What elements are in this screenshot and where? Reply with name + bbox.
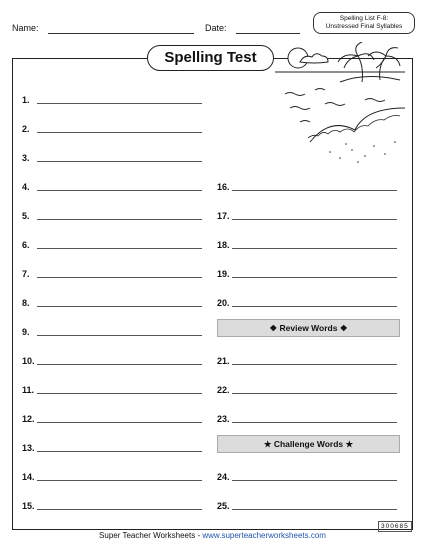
name-field-line[interactable] xyxy=(48,33,194,34)
wave-1 xyxy=(285,93,305,96)
item-number: 13. xyxy=(22,443,35,453)
island xyxy=(340,76,400,82)
answer-line[interactable] xyxy=(232,480,397,481)
answer-line[interactable] xyxy=(232,277,397,278)
answer-line[interactable] xyxy=(232,422,397,423)
wave-5 xyxy=(300,121,310,123)
answer-line[interactable] xyxy=(37,422,202,423)
answer-line[interactable] xyxy=(232,393,397,394)
item-number: 9. xyxy=(22,327,30,337)
sand-dots xyxy=(329,141,396,163)
worksheet-code: 300685 xyxy=(378,521,412,532)
answer-line[interactable] xyxy=(37,103,202,104)
item-number: 10. xyxy=(22,356,35,366)
item-number: 4. xyxy=(22,182,30,192)
answer-line[interactable] xyxy=(37,248,202,249)
answer-line[interactable] xyxy=(232,364,397,365)
item-number: 2. xyxy=(22,124,30,134)
shoreline xyxy=(310,108,405,142)
answer-line[interactable] xyxy=(232,219,397,220)
shore-foam xyxy=(308,116,400,139)
answer-line[interactable] xyxy=(232,190,397,191)
answer-line[interactable] xyxy=(37,364,202,365)
item-number: 17. xyxy=(217,211,230,221)
footer xyxy=(0,531,425,540)
answer-line[interactable] xyxy=(37,132,202,133)
spelling-list-tag xyxy=(313,12,415,34)
review-words-banner: ❖ Review Words ❖ xyxy=(217,319,400,337)
item-number: 12. xyxy=(22,414,35,424)
answer-line[interactable] xyxy=(37,335,202,336)
answer-line[interactable] xyxy=(37,161,202,162)
answer-line[interactable] xyxy=(37,451,202,452)
answer-line[interactable] xyxy=(37,393,202,394)
footer-url[interactable]: www.superteacherworksheets.com xyxy=(202,531,326,540)
answer-line[interactable] xyxy=(37,306,202,307)
date-field-line[interactable] xyxy=(236,33,300,34)
answer-line[interactable] xyxy=(232,306,397,307)
item-number: 1. xyxy=(22,95,30,105)
item-number: 8. xyxy=(22,298,30,308)
wave-3 xyxy=(290,107,310,110)
answer-line[interactable] xyxy=(37,190,202,191)
item-number: 5. xyxy=(22,211,30,221)
challenge-words-banner: ★ Challenge Words ★ xyxy=(217,435,400,453)
item-number: 21. xyxy=(217,356,230,366)
answer-line[interactable] xyxy=(37,219,202,220)
answer-line[interactable] xyxy=(37,480,202,481)
item-number: 23. xyxy=(217,414,230,424)
footer-separator: - xyxy=(195,531,203,540)
page-title: Spelling Test xyxy=(147,45,274,71)
item-number: 16. xyxy=(217,182,230,192)
item-number: 18. xyxy=(217,240,230,250)
tag-line-2: Unstressed Final Syllables xyxy=(325,23,403,30)
item-number: 14. xyxy=(22,472,35,482)
item-number: 25. xyxy=(217,501,230,511)
name-label: Name: xyxy=(12,23,39,33)
answer-line[interactable] xyxy=(37,277,202,278)
beach-illustration xyxy=(270,42,410,172)
tag-line-1: Spelling List F-8: xyxy=(339,15,389,22)
date-label: Date: xyxy=(205,23,227,33)
item-number: 20. xyxy=(217,298,230,308)
wave-6 xyxy=(365,99,385,102)
answer-line[interactable] xyxy=(232,509,397,510)
item-number: 22. xyxy=(217,385,230,395)
item-number: 24. xyxy=(217,472,230,482)
item-number: 15. xyxy=(22,501,35,511)
item-number: 11. xyxy=(22,385,35,395)
item-number: 6. xyxy=(22,240,30,250)
footer-brand: Super Teacher Worksheets xyxy=(99,531,196,540)
answer-line[interactable] xyxy=(37,509,202,510)
answer-line[interactable] xyxy=(232,248,397,249)
wave-4 xyxy=(325,103,345,106)
wave-2 xyxy=(315,89,325,91)
item-number: 7. xyxy=(22,269,30,279)
palm-trunk-1 xyxy=(358,56,363,82)
item-number: 3. xyxy=(22,153,30,163)
item-number: 19. xyxy=(217,269,230,279)
